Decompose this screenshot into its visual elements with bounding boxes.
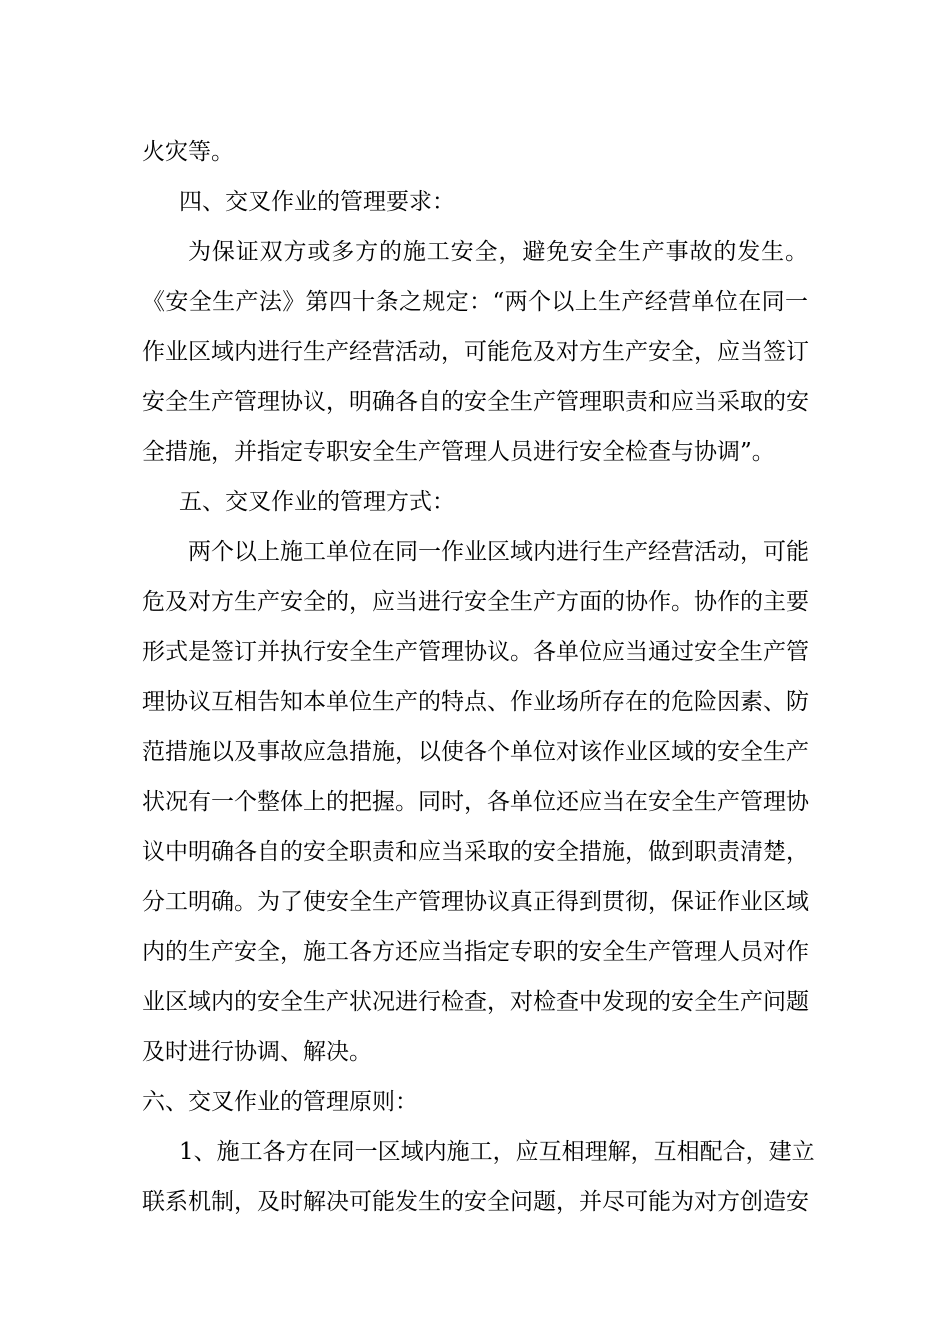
text-line-9: 两个以上施工单位在同一作业区域内进行生产经营活动，可能 (188, 539, 809, 565)
text-line-15: 议中明确各自的安全职责和应当采取的安全措施，做到职责清楚， (142, 839, 809, 865)
text-line-22: 联系机制，及时解决可能发生的安全问题，并尽可能为对方创造安 (142, 1189, 809, 1215)
text-line-11: 形式是签订并执行安全生产管理协议。各单位应当通过安全生产管 (142, 639, 809, 665)
text-line-3: 为保证双方或多方的施工安全，避免安全生产事故的发生。 (188, 239, 808, 265)
heading-section-6: 六、交叉作业的管理原则： (142, 1089, 418, 1115)
heading-section-5: 五、交叉作业的管理方式： (179, 489, 455, 515)
text-line-6: 安全生产管理协议，明确各自的安全生产管理职责和应当采取的安 (142, 389, 809, 415)
text-line-1: 火灾等。 (142, 139, 234, 165)
heading-section-4: 四、交叉作业的管理要求： (179, 189, 455, 215)
text-line-4: 《安全生产法》第四十条之规定：“两个以上生产经营单位在同一 (142, 289, 808, 315)
text-line-5: 作业区域内进行生产经营活动，可能危及对方生产安全，应当签订 (142, 339, 809, 365)
text-line-13: 范措施以及事故应急措施，以使各个单位对该作业区域的安全生产 (142, 739, 809, 765)
text-line-16: 分工明确。为了使安全生产管理协议真正得到贯彻，保证作业区域 (142, 889, 809, 915)
text-line-10: 危及对方生产安全的，应当进行安全生产方面的协作。协作的主要 (142, 589, 809, 615)
text-line-21: 1、施工各方在同一区域内施工，应互相理解，互相配合，建立 (179, 1139, 815, 1165)
text-line-7: 全措施，并指定专职安全生产管理人员进行安全检查与协调”。 (142, 439, 775, 465)
text-line-14: 状况有一个整体上的把握。同时，各单位还应当在安全生产管理协 (142, 789, 809, 815)
text-line-18: 业区域内的安全生产状况进行检查，对检查中发现的安全生产问题 (142, 989, 809, 1015)
text-line-19: 及时进行协调、解决。 (142, 1039, 372, 1065)
text-line-12: 理协议互相告知本单位生产的特点、作业场所存在的危险因素、防 (142, 689, 809, 715)
text-line-17: 内的生产安全，施工各方还应当指定专职的安全生产管理人员对作 (142, 939, 809, 965)
